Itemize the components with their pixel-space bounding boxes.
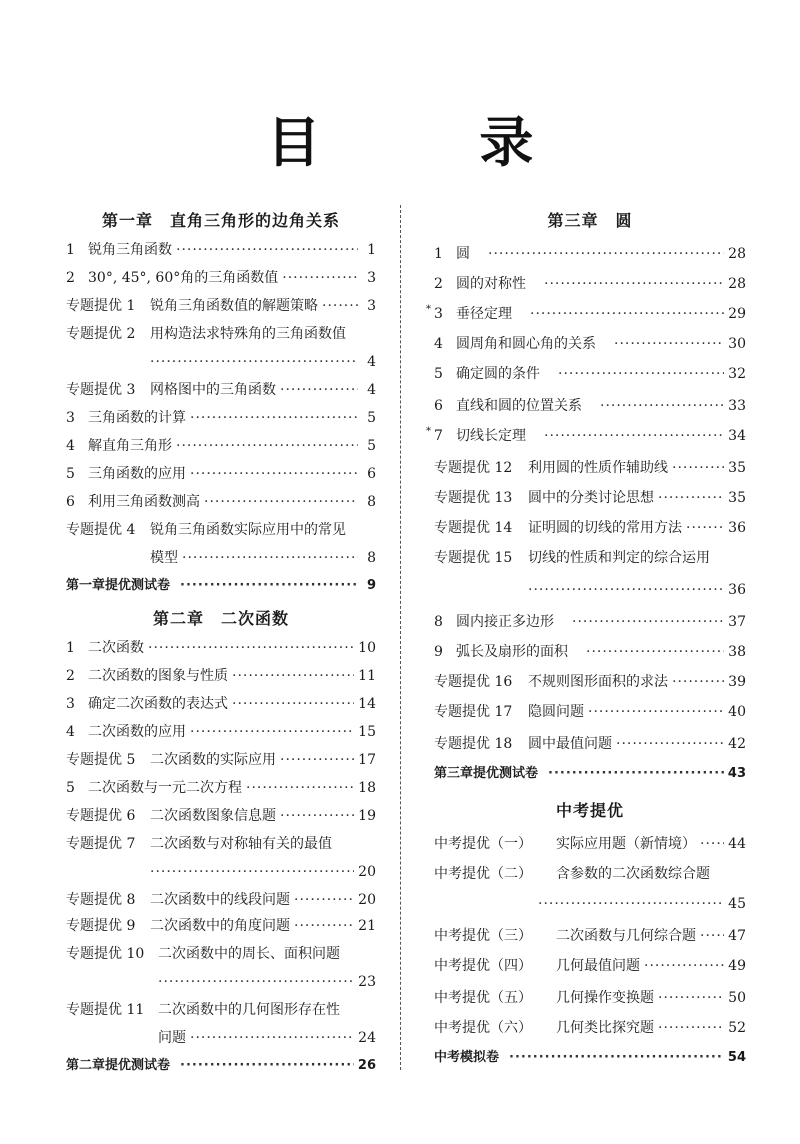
entry-page: 14 <box>358 696 376 712</box>
entry-title: 含参数的二次函数综合题 <box>556 866 710 882</box>
toc-entry[interactable] <box>66 518 376 540</box>
entry-page: 36 <box>728 520 746 536</box>
toc-entry[interactable] <box>434 924 746 946</box>
entry-number: 专题提优 6 <box>66 808 136 824</box>
entry-number: 专题提优 13 <box>434 490 513 506</box>
toc-entry-continuation[interactable] <box>66 350 376 372</box>
toc-entry[interactable] <box>434 862 746 884</box>
entry-number: 专题提优 9 <box>66 918 136 934</box>
toc-entry[interactable] <box>66 266 376 288</box>
entry-number: 5 <box>66 466 75 482</box>
entry-page: 42 <box>728 736 746 752</box>
entry-title: 确定圆的条件 <box>456 366 540 382</box>
entry-number: 专题提优 17 <box>434 704 513 720</box>
entry-title: 二次函数与一元二次方程 <box>88 780 242 796</box>
entry-number: 3 <box>66 696 75 712</box>
leader-dots <box>294 890 354 910</box>
leader-dots <box>686 518 724 538</box>
entry-number: 专题提优 7 <box>66 836 136 852</box>
entry-page: 8 <box>367 550 376 566</box>
entry-page: 17 <box>358 752 376 768</box>
chapter-3-test[interactable] <box>434 762 746 784</box>
leader-dots <box>586 642 724 662</box>
entry-number: 专题提优 14 <box>434 520 513 536</box>
entry-title: 锐角三角函数 <box>88 242 172 258</box>
entry-page: 6 <box>367 466 376 482</box>
entry-title: 证明圆的切线的常用方法 <box>528 520 682 536</box>
entry-title: 垂径定理 <box>456 306 512 322</box>
leader-dots <box>176 240 358 260</box>
entry-page: 49 <box>728 958 746 974</box>
leader-dots <box>282 268 358 288</box>
entry-page: 23 <box>358 974 376 990</box>
leader-dots <box>548 764 724 784</box>
toc-entry-continuation[interactable] <box>66 1026 376 1048</box>
entry-title: 切线长定理 <box>456 428 526 444</box>
leader-dots <box>658 1018 724 1038</box>
entry-page: 3 <box>367 270 376 286</box>
entry-title: 确定二次函数的表达式 <box>88 696 228 712</box>
toc-entry-continuation[interactable] <box>434 892 746 914</box>
entry-title: 利用三角函数测高 <box>88 494 200 510</box>
chapter-1-test[interactable] <box>66 574 376 596</box>
entry-number: 2 <box>66 270 75 286</box>
entry-title: 不规则图形面积的求法 <box>528 674 668 690</box>
entry-number: 中考提优（一） <box>434 836 532 852</box>
entry-number: 1 <box>66 640 75 656</box>
entry-title: 二次函数的图象与性质 <box>88 668 228 684</box>
entry-number: 5 <box>66 780 75 796</box>
leader-dots <box>150 352 358 372</box>
toc-entry[interactable] <box>434 456 746 478</box>
leader-dots <box>600 396 724 416</box>
toc-entry[interactable] <box>434 610 746 632</box>
entry-number: 专题提优 1 <box>66 298 136 314</box>
toc-entry[interactable] <box>66 804 376 826</box>
leader-dots <box>558 364 724 384</box>
leader-dots <box>700 834 724 854</box>
entry-page: 24 <box>358 1030 376 1046</box>
toc-entry[interactable] <box>66 378 376 400</box>
entry-page: 30 <box>728 336 746 352</box>
entry-title: 圆内接正多边形 <box>456 614 554 630</box>
entry-page: 18 <box>358 780 376 796</box>
leader-dots <box>280 750 354 770</box>
entry-number: 专题提优 10 <box>66 946 145 962</box>
entry-page: 38 <box>728 644 746 660</box>
toc-entry[interactable] <box>434 640 746 662</box>
entry-number: 专题提优 8 <box>66 892 136 908</box>
entry-page: 4 <box>367 382 376 398</box>
entry-page: 34 <box>728 428 746 444</box>
entry-title: 二次函数图象信息题 <box>150 808 276 824</box>
entry-title-continued: 问题 <box>158 1030 186 1046</box>
entry-title: 解直角三角形 <box>88 438 172 454</box>
chapter-3-heading: 第三章 圆 <box>547 211 633 230</box>
toc-entry[interactable] <box>66 490 376 512</box>
entry-page: 20 <box>358 892 376 908</box>
entry-number: 9 <box>434 644 443 660</box>
entry-page: 4 <box>367 354 376 370</box>
leader-dots <box>204 492 358 512</box>
entry-number: 中考提优（二） <box>434 866 532 882</box>
entry-page: 20 <box>358 864 376 880</box>
leader-dots <box>488 244 724 264</box>
leader-dots <box>588 702 724 722</box>
entry-number: 专题提优 18 <box>434 736 513 752</box>
entry-page: 33 <box>728 398 746 414</box>
entry-page: 26 <box>357 1058 376 1073</box>
leader-dots <box>150 862 354 882</box>
leader-dots <box>280 806 354 826</box>
entry-number: 专题提优 4 <box>66 522 136 538</box>
leader-dots <box>232 694 354 714</box>
entry-page: 21 <box>358 918 376 934</box>
star-marker: * <box>426 304 431 315</box>
entry-title: 锐角三角函数值的解题策略 <box>150 298 318 314</box>
toc-entry[interactable] <box>66 434 376 456</box>
entry-number: * 7 <box>434 426 456 446</box>
entry-title: 中考模拟卷 <box>434 1050 500 1065</box>
entry-number: 6 <box>434 398 443 414</box>
toc-entry-continuation[interactable] <box>66 860 376 882</box>
toc-entry[interactable] <box>434 516 746 538</box>
entry-page: 11 <box>358 668 376 684</box>
entry-page: 47 <box>728 928 746 944</box>
leader-dots <box>544 274 724 294</box>
toc-entry[interactable] <box>434 1016 746 1038</box>
entry-title: 圆中最值问题 <box>528 736 612 752</box>
entry-title: 二次函数中的线段问题 <box>150 892 290 908</box>
leader-dots <box>158 972 354 992</box>
page-title: 目 录 <box>266 111 604 174</box>
chapter-2-heading: 第二章 二次函数 <box>152 609 289 628</box>
entry-title: 二次函数 <box>88 640 144 656</box>
entry-page: 15 <box>358 724 376 740</box>
entry-title: 切线的性质和判定的综合运用 <box>528 550 710 566</box>
toc-entry[interactable] <box>434 832 746 854</box>
leader-dots <box>538 894 724 914</box>
entry-page: 3 <box>367 298 376 314</box>
toc-entry[interactable] <box>66 748 376 770</box>
toc-entry[interactable] <box>426 302 746 324</box>
zhongkao-heading: 中考提优 <box>555 801 624 820</box>
entry-page: 8 <box>367 494 376 510</box>
entry-number: 专题提优 15 <box>434 550 513 566</box>
entry-page: 50 <box>728 990 746 1006</box>
entry-title: 二次函数中的几何图形存在性 <box>158 1002 340 1018</box>
toc-entry[interactable] <box>434 732 746 754</box>
entry-page: 10 <box>358 640 376 656</box>
entry-title: 实际应用题（新情境） <box>556 836 696 852</box>
entry-title: 第一章提优测试卷 <box>66 578 171 593</box>
toc-entry-continuation[interactable] <box>66 546 376 568</box>
toc-entry[interactable] <box>434 700 746 722</box>
entry-title: 几何类比探究题 <box>556 1020 654 1036</box>
leader-dots <box>509 1048 724 1068</box>
entry-page: 52 <box>728 1020 746 1036</box>
entry-page: 28 <box>728 276 746 292</box>
entry-number: 4 <box>66 724 75 740</box>
toc-entry[interactable] <box>434 394 746 416</box>
toc-entry[interactable] <box>434 986 746 1008</box>
entry-title: 隐圆问题 <box>528 704 584 720</box>
entry-number: 专题提优 12 <box>434 460 513 476</box>
leader-dots <box>180 576 358 596</box>
toc-entry[interactable] <box>66 832 376 854</box>
entry-page: 40 <box>728 704 746 720</box>
entry-number: 专题提优 16 <box>434 674 513 690</box>
entry-number: 中考提优（三） <box>434 928 532 944</box>
entry-title: 二次函数与几何综合题 <box>556 928 696 944</box>
entry-page: 28 <box>728 246 746 262</box>
chapter-2-test[interactable] <box>66 1054 376 1076</box>
entry-title: 二次函数中的角度问题 <box>150 918 290 934</box>
toc-entry[interactable] <box>66 888 376 910</box>
entry-number: 4 <box>66 438 75 454</box>
entry-number: 4 <box>434 336 443 352</box>
column-divider <box>400 205 401 1070</box>
toc-entry[interactable] <box>66 294 376 316</box>
entry-number: 1 <box>434 246 443 262</box>
entry-title: 第三章提优测试卷 <box>434 766 539 781</box>
entry-page: 39 <box>728 674 746 690</box>
entry-title: 锐角三角函数实际应用中的常见 <box>150 522 346 538</box>
leader-dots <box>190 1028 354 1048</box>
toc-entry[interactable] <box>66 462 376 484</box>
entry-number: 中考提优（五） <box>434 990 532 1006</box>
leader-dots <box>182 548 358 568</box>
leader-dots <box>176 436 358 456</box>
entry-page: 45 <box>728 896 746 912</box>
leader-dots <box>246 778 354 798</box>
toc-entry-continuation[interactable] <box>66 970 376 992</box>
toc-entry[interactable] <box>66 692 376 714</box>
leader-dots <box>672 672 724 692</box>
entry-title: 用构造法求特殊角的三角函数值 <box>150 326 346 342</box>
toc-entry[interactable] <box>66 664 376 686</box>
toc-entry[interactable] <box>66 406 376 428</box>
leader-dots <box>658 988 724 1008</box>
leader-dots <box>672 458 724 478</box>
entry-title: 第二章提优测试卷 <box>66 1058 171 1073</box>
entry-title: 圆中的分类讨论思想 <box>528 490 654 506</box>
entry-number: 2 <box>66 668 75 684</box>
entry-page: 44 <box>728 836 746 852</box>
entry-number: 中考提优（六） <box>434 1020 532 1036</box>
chapter-1-heading: 第一章 直角三角形的边角关系 <box>101 211 340 230</box>
entry-title: 圆周角和圆心角的关系 <box>456 336 596 352</box>
entry-page: 37 <box>728 614 746 630</box>
entry-title: 30°, 45°, 60°角的三角函数值 <box>88 270 279 286</box>
entry-title: 二次函数的实际应用 <box>150 752 276 768</box>
toc-entry[interactable] <box>434 670 746 692</box>
leader-dots <box>190 722 354 742</box>
entry-title: 利用圆的性质作辅助线 <box>528 460 668 476</box>
toc-entry[interactable] <box>434 486 746 508</box>
leader-dots <box>280 380 358 400</box>
toc-entry[interactable] <box>66 322 376 344</box>
star-marker: * <box>426 426 431 437</box>
toc-entry[interactable] <box>434 272 746 294</box>
leader-dots <box>322 296 358 316</box>
entry-title: 二次函数中的周长、面积问题 <box>158 946 340 962</box>
toc-entry[interactable] <box>434 546 746 568</box>
leader-dots <box>530 304 724 324</box>
entry-page: 36 <box>728 582 746 598</box>
leader-dots <box>544 426 724 446</box>
entry-number: 6 <box>66 494 75 510</box>
entry-page: 5 <box>367 438 376 454</box>
entry-number: * 3 <box>434 304 456 324</box>
entry-title-continued: 模型 <box>150 550 178 566</box>
toc-entry[interactable] <box>66 942 376 964</box>
zhongkao-mock-test[interactable] <box>434 1046 746 1068</box>
entry-page: 35 <box>728 460 746 476</box>
entry-page: 19 <box>358 808 376 824</box>
toc-entry[interactable] <box>66 720 376 742</box>
entry-title: 二次函数的应用 <box>88 724 186 740</box>
leader-dots <box>148 638 354 658</box>
entry-number: 3 <box>66 410 75 426</box>
toc-entry[interactable] <box>434 362 746 384</box>
entry-page: 35 <box>728 490 746 506</box>
leader-dots <box>528 580 724 600</box>
entry-number: 5 <box>434 366 443 382</box>
entry-page: 9 <box>366 578 376 593</box>
leader-dots <box>572 612 724 632</box>
entry-page: 54 <box>727 1050 746 1065</box>
entry-title: 几何最值问题 <box>556 958 640 974</box>
entry-page: 1 <box>367 242 376 258</box>
toc-entry[interactable] <box>434 954 746 976</box>
entry-title: 直线和圆的位置关系 <box>456 398 582 414</box>
entry-number: 2 <box>434 276 443 292</box>
entry-number: 1 <box>66 242 75 258</box>
toc-entry[interactable] <box>66 636 376 658</box>
leader-dots <box>658 488 724 508</box>
entry-page: 32 <box>728 366 746 382</box>
entry-number: 专题提优 11 <box>66 1002 145 1018</box>
entry-title: 弧长及扇形的面积 <box>456 644 568 660</box>
leader-dots <box>614 334 724 354</box>
toc-entry[interactable] <box>434 242 746 264</box>
entry-title: 圆 <box>456 246 470 262</box>
entry-number: 专题提优 2 <box>66 326 136 342</box>
entry-number: 专题提优 5 <box>66 752 136 768</box>
leader-dots <box>616 734 724 754</box>
leader-dots <box>294 916 354 936</box>
entry-page: 5 <box>367 410 376 426</box>
toc-entry[interactable] <box>66 238 376 260</box>
toc-entry[interactable] <box>434 332 746 354</box>
leader-dots <box>190 464 358 484</box>
entry-number: 专题提优 3 <box>66 382 136 398</box>
toc-entry[interactable] <box>66 776 376 798</box>
toc-entry[interactable] <box>66 998 376 1020</box>
entry-page: 29 <box>728 306 746 322</box>
toc-entry[interactable] <box>426 424 746 446</box>
leader-dots <box>180 1056 354 1076</box>
entry-number: 中考提优（四） <box>434 958 532 974</box>
entry-title: 二次函数与对称轴有关的最值 <box>150 836 332 852</box>
leader-dots <box>700 926 724 946</box>
entry-title: 几何操作变换题 <box>556 990 654 1006</box>
entry-title: 三角函数的应用 <box>88 466 186 482</box>
entry-number: 8 <box>434 614 443 630</box>
leader-dots <box>190 408 358 428</box>
entry-title: 网格图中的三角函数 <box>150 382 276 398</box>
entry-title: 三角函数的计算 <box>88 410 186 426</box>
toc-entry[interactable] <box>66 914 376 936</box>
leader-dots <box>232 666 354 686</box>
toc-entry-continuation[interactable] <box>434 578 746 600</box>
entry-title: 圆的对称性 <box>456 276 526 292</box>
entry-page: 43 <box>727 766 746 781</box>
leader-dots <box>644 956 724 976</box>
